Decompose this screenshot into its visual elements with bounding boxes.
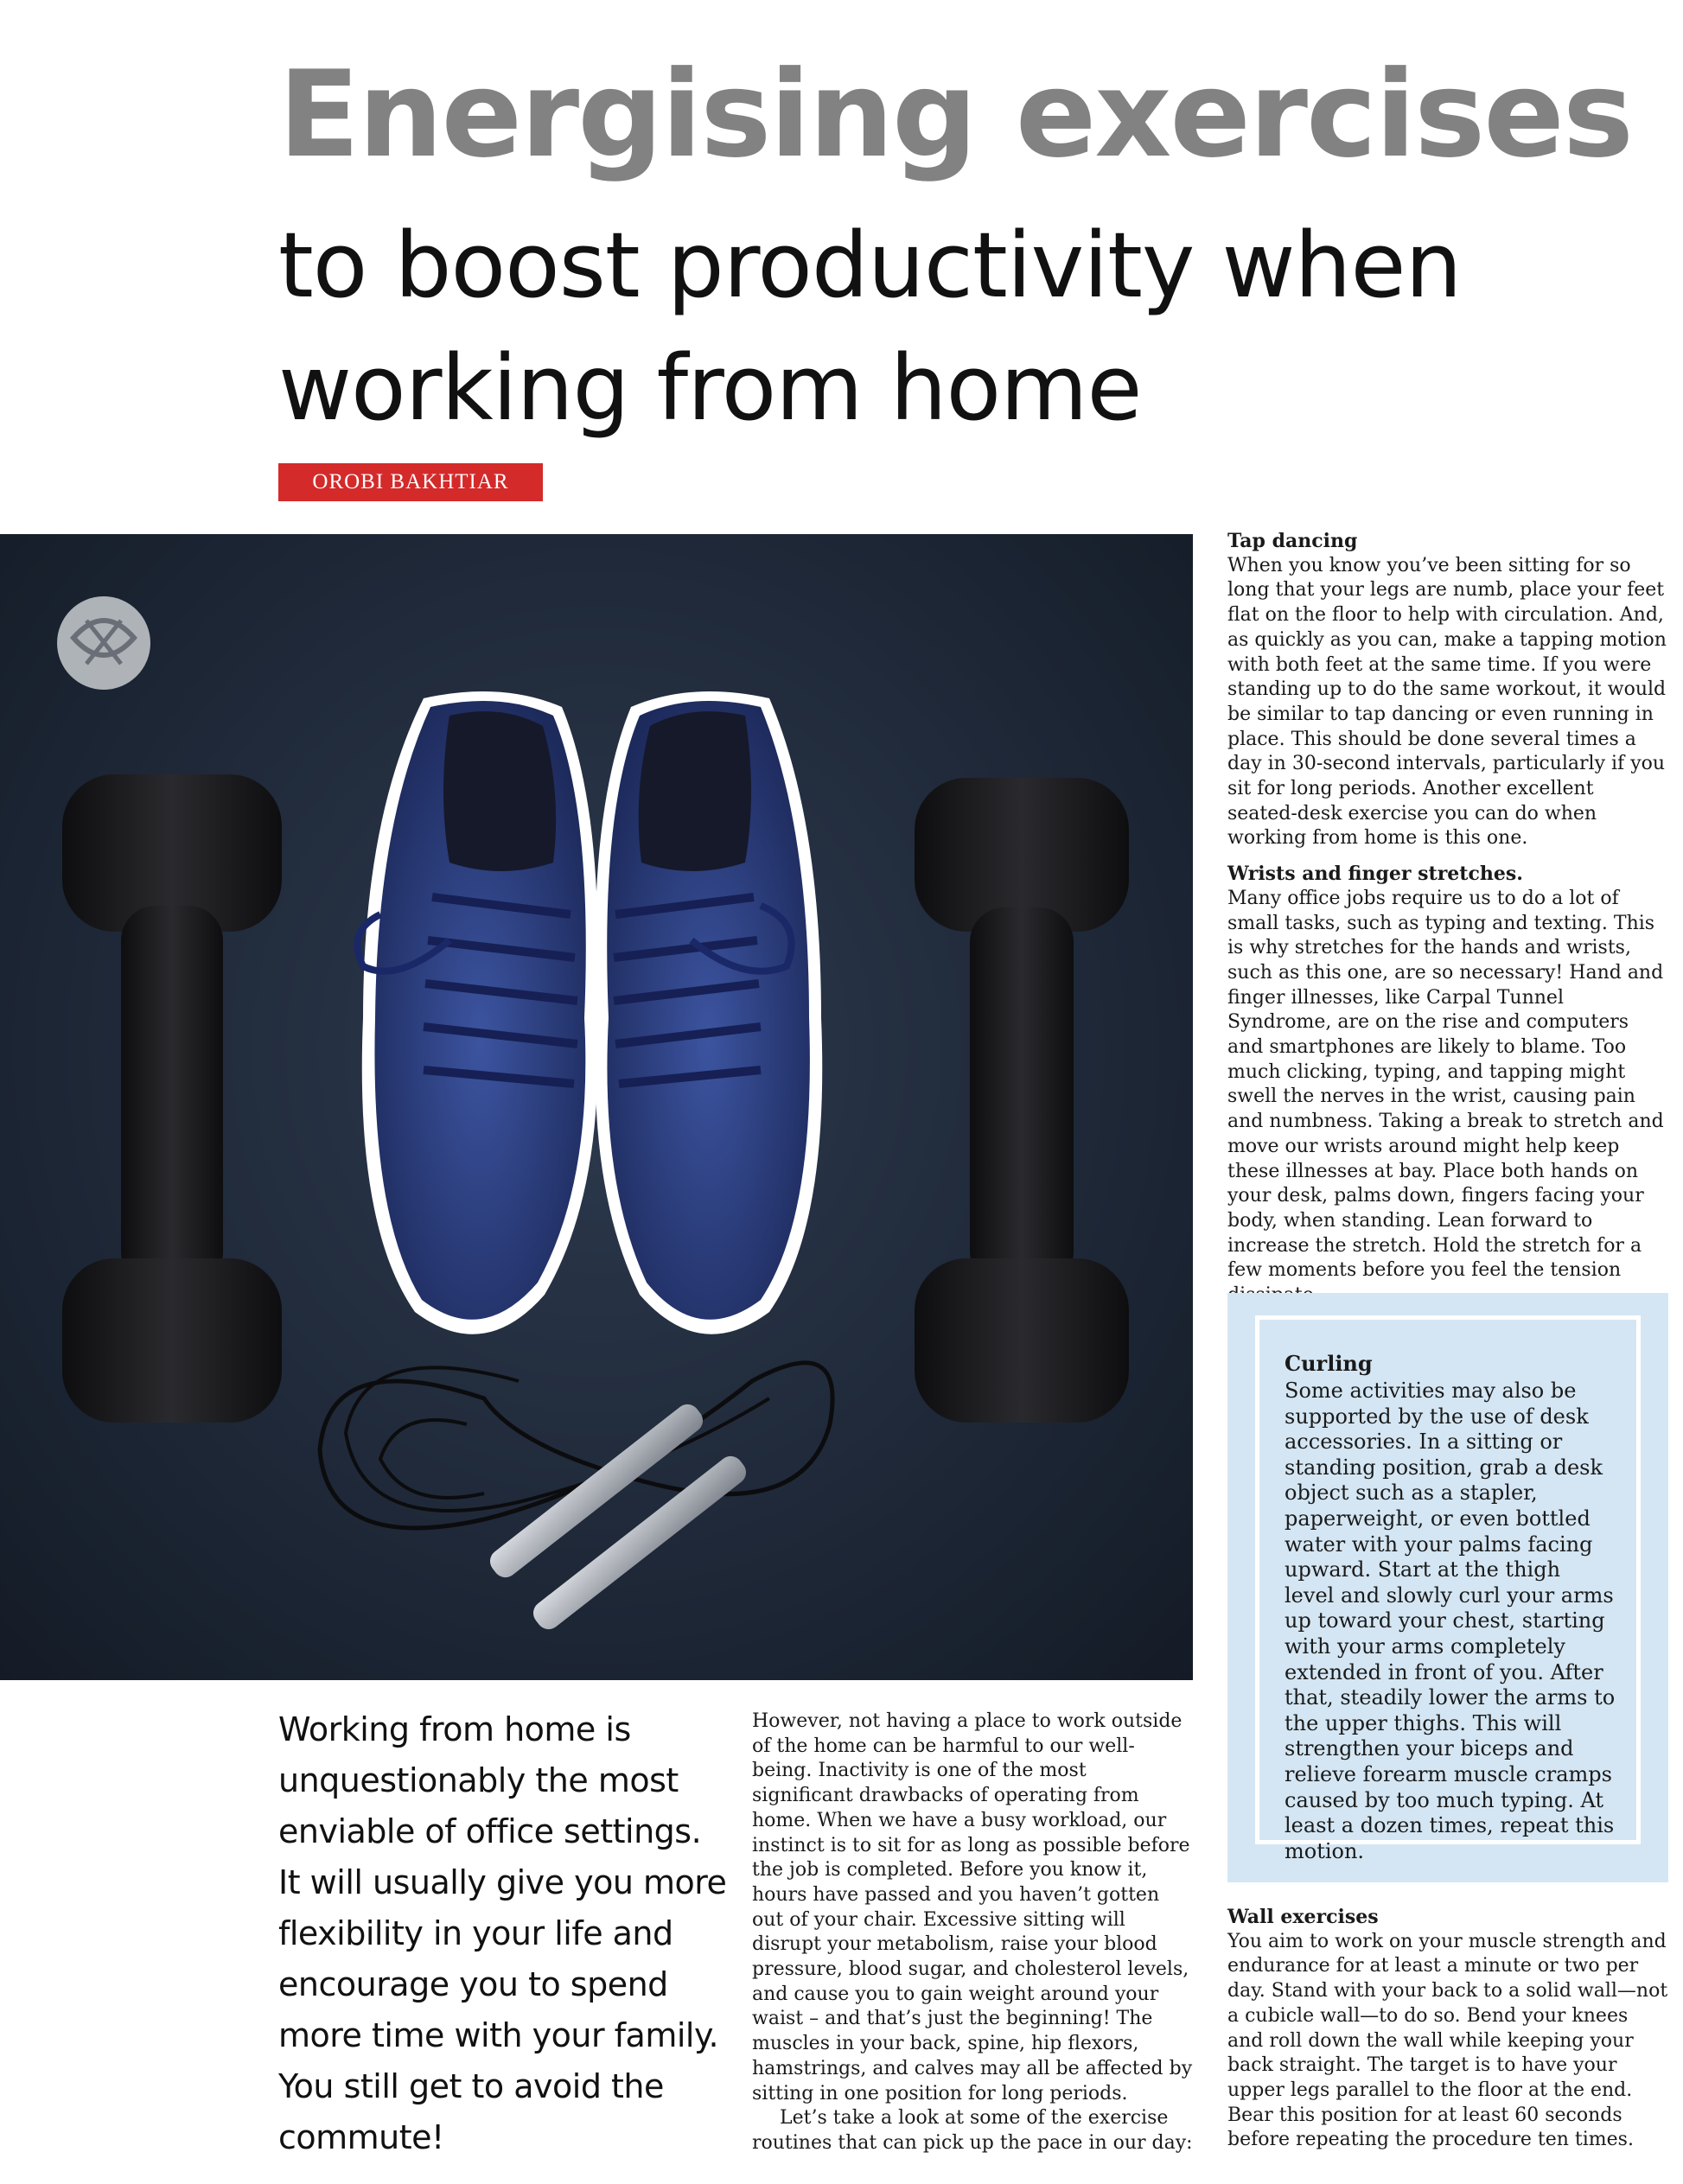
wall-exercises-heading: Wall exercises xyxy=(1227,1906,1379,1928)
curling-text: Some activities may also be supported by the use of desk accessories. In a sitting or standing position, grab a desk object such as a stapler, paperweight, or even bottled water with your palms facing upward. Start at the thigh level and slowly curl your arms up toward your chest, starting with your arms completely extended in front of you. After that, steadily lower the arms to the upper thighs. This will strengthen your biceps and relieve forearm muscle cramps caused by too much typing. At least a dozen times, repeat this motion. xyxy=(1285,1379,1616,1863)
hero-photo xyxy=(0,534,1193,1680)
left-dumbbell-icon xyxy=(62,774,282,1423)
tap-dancing-heading: Tap dancing xyxy=(1227,530,1358,552)
wall-exercises-section xyxy=(1227,1905,1668,2153)
right-dumbbell-icon xyxy=(915,778,1129,1423)
curling-heading: Curling xyxy=(1285,1351,1373,1376)
author-byline: OROBI BAKHTIAR xyxy=(278,463,543,501)
right-column xyxy=(1227,529,1668,1308)
subheadline: to boost productivity when working from home xyxy=(278,213,1462,441)
tap-dancing-text: When you know you’ve been sitting for so long that your legs are numb, place your feet flat on the floor to help with circulation. And, as quickly as you can, make a tapping motion with both feet at the same time. If you were standing up to do the same workout, it would be similar to tap dancing or even running in place. This should be done several times a day in 30-second intervals, particularly if you sit for long periods. Another excellent seated-desk exercise you can do when working from home is this one. xyxy=(1227,554,1667,850)
body-paragraph-2: Let’s take a look at some of the exercise routines that can pick up the pace in our day: xyxy=(752,2107,1193,2154)
curling-sidebar xyxy=(1255,1315,1641,1863)
body-paragraph-1: However, not having a place to work outside of the home can be harmful to our well-being. Inactivity is one of the most significant drawbacks of operating from home. When we have a busy workload, our instinct is to sit for as long as possible before the job is completed. Before you know it, hours have passed and you haven’t gotten out of your chair. Excessive sitting will disrupt your metabolism, raise your blood pressure, blood sugar, and cholesterol levels, and cause you to gain weight around your waist – and that’s just the beginning! The muscles in your back, spine, hip flexors, hamstrings, and calves may all be affected by sitting in one position for long periods. xyxy=(752,1710,1193,2104)
headline: Energising exercises xyxy=(278,45,1633,184)
wrist-stretches-heading: Wrists and finger stretches. xyxy=(1227,863,1523,886)
fitness-equipment-illustration xyxy=(0,534,1193,1680)
middle-column xyxy=(752,1710,1193,2156)
wall-exercises-text: You aim to work on your muscle strength and endurance for at least a minute or two per day. Stand with your back to a solid wall—not a cubicle wall—to do so. Bend your knees and roll down the wall while keeping your back straight. The target is to have your upper legs parallel to the floor at the end. Bear this position for at least 60 seconds before repeating the procedure ten times. xyxy=(1227,1930,1668,2151)
mat-logo-icon xyxy=(57,596,150,690)
intro-paragraph: Working from home is unquestionably the most enviable of office settings. It will usually give you more flexibility in your life and encourage you to spend more time with your family. You still get to avoid the commute! xyxy=(278,1710,727,2156)
jump-rope-icon xyxy=(320,1363,832,1634)
right-sneaker-icon xyxy=(595,691,822,1334)
left-sneaker-icon xyxy=(357,691,597,1334)
wrist-stretches-text: Many office jobs require us to do a lot of small tasks, such as typing and texting. This is why stretches for the hands and wrists, such as this one, are so necessary! Hand and finger illnesses, like Carpal Tunnel Syndrome, are on the rise and computers and smartphones are likely to blame. Too much clicking, typing, and tapping might swell the nerves in the wrist, causing pain and numbness. Taking a break to stretch and move our wrists around might help keep these illnesses at bay. Place both hands on your desk, palms down, fingers facing your body, when standing. Lean forward to increase the stretch. Hold the stretch for a few moments before you feel the tension xyxy=(1227,887,1664,1282)
